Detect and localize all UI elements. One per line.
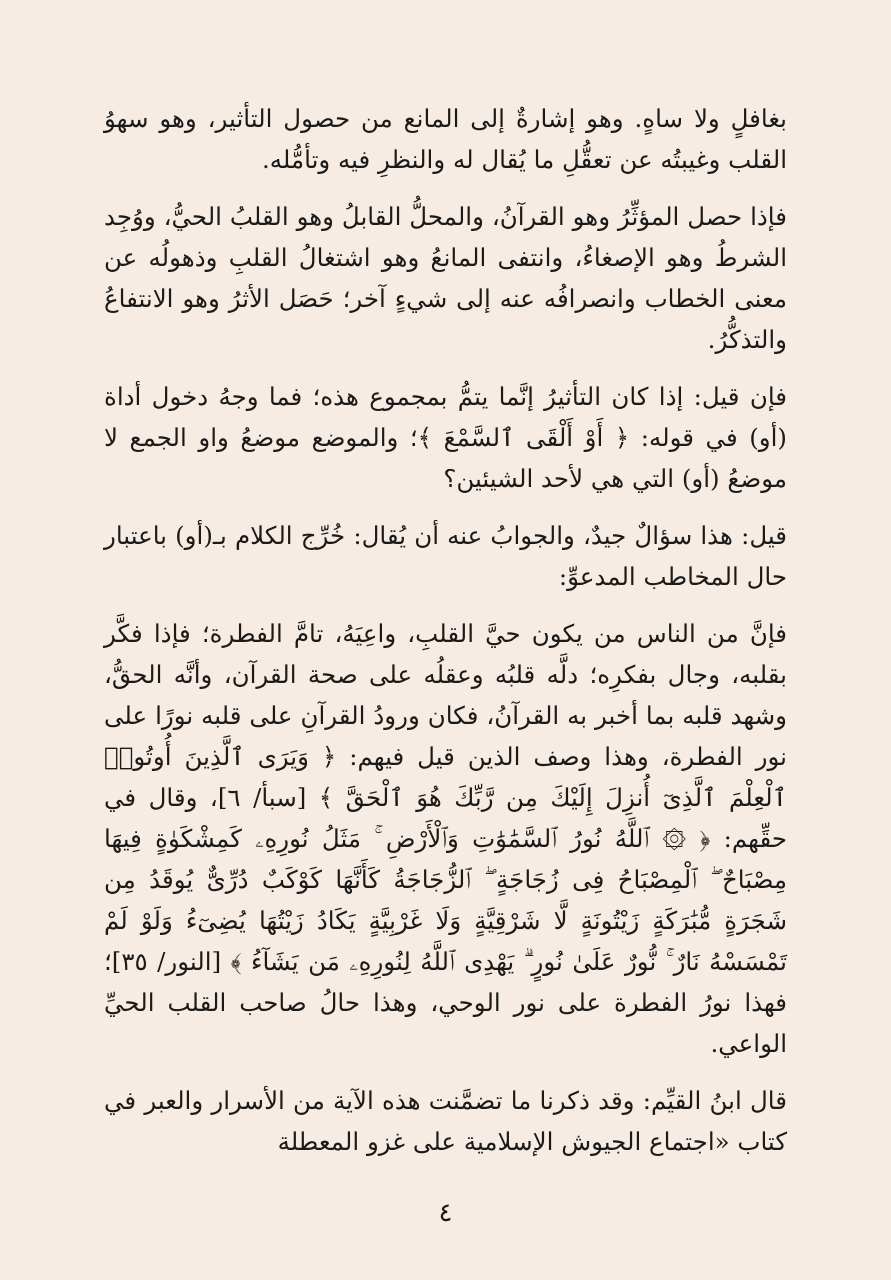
paragraph-1: بغافلٍ ولا ساهٍ. وهو إشارةٌ إلى المانع من حصول التأثير، وهو سهوُ القلب وغيبتُه عن تعقُّلِ ما يُقال له والنظرِ فيه وتأمُّله.	[104, 104, 787, 174]
paragraph-4: قيل: هذا سؤالٌ جيدٌ، والجوابُ عنه أن يُقال: خُرِّج الكلام بـ(أو) باعتبار حال المخاطب المدعوِّ:	[104, 521, 787, 591]
paragraph-6: قال ابنُ القيِّم: وقد ذكرنا ما تضمَّنت هذه الآية من الأسرار والعبر في كتاب «اجتماع الجيوش الإسلامية على غزو المعطلة	[104, 1086, 787, 1156]
page-number: ٤	[438, 1198, 453, 1228]
paragraph-2: فإذا حصل المؤثِّرُ وهو القرآنُ، والمحلُّ القابلُ وهو القلبُ الحيُّ، ووُجِد الشرطُ وهو الإصغاءُ، وانتفى المانعُ وهو اشتغالُ القلبِ وذهولُه عن معنى الخطاب وانصرافُه عنه إلى شيءٍ آخر؛ حَصَل الأثرُ وهو الانتفاعُ والتذكُّرُ.	[104, 202, 787, 354]
paragraph-5: فإنَّ من الناس من يكون حيَّ القلبِ، واعِيَهُ، تامَّ الفطرة؛ فإذا فكَّر بقلبه، وجال بفكرِه؛ دلَّه قلبُه وعقلُه على صحة القرآن، وأنَّه الحقُّ، وشهد قلبه بما أخبر به القرآنُ، فكان ورودُ القرآنِ على قلبه نورًا على نور الفطرة، وهذا وصف الذين قيل فيهم: ﴿ وَيَرَى ٱلَّذِينَ أُوتُوا۟ ٱلْعِلْمَ ٱلَّذِىٓ أُنزِلَ إِلَيْكَ مِن رَّبِّكَ هُوَ ٱلْحَقَّ ﴾ [سبأ/ ٦]، وقال في حقِّهم: ﴿ ۞ ٱللَّهُ نُورُ ٱلسَّمَٰوَٰتِ وَٱلْأَرْضِ ۚ مَثَلُ نُورِهِۦ كَمِشْكَوٰةٍ فِيهَا مِصْبَاحٌ ۖ ٱلْمِصْبَاحُ فِى زُجَاجَةٍ ۖ ٱلزُّجَاجَةُ كَأَنَّهَا كَوْكَبٌ دُرِّىٌّ يُوقَدُ مِن شَجَرَةٍ مُّبَٰرَكَةٍ زَيْتُونَةٍ لَّا شَرْقِيَّةٍ وَلَا غَرْبِيَّةٍ يَكَادُ زَيْتُهَا يُضِىٓءُ وَلَوْ لَمْ تَمْسَسْهُ نَارٌ ۚ نُّورٌ عَلَىٰ نُورٍ ۗ يَهْدِى ٱللَّهُ لِنُورِهِۦ مَن يَشَآءُ ﴾ [النور/ ٣٥]؛ فهذا نورُ الفطرة على نور الوحي، وهذا حالُ صاحب القلب الحيِّ الواعي.	[104, 619, 787, 1058]
paragraph-3: فإن قيل: إذا كان التأثيرُ إنَّما يتمُّ بمجموع هذه؛ فما وجهُ دخول أداة (أو) في قوله: ﴿ أَوْ أَلْقَى ٱلسَّمْعَ ﴾؛ والموضع موضعُ واو الجمع لا موضعُ (أو) التي هي لأحد الشيئين؟	[104, 382, 787, 493]
